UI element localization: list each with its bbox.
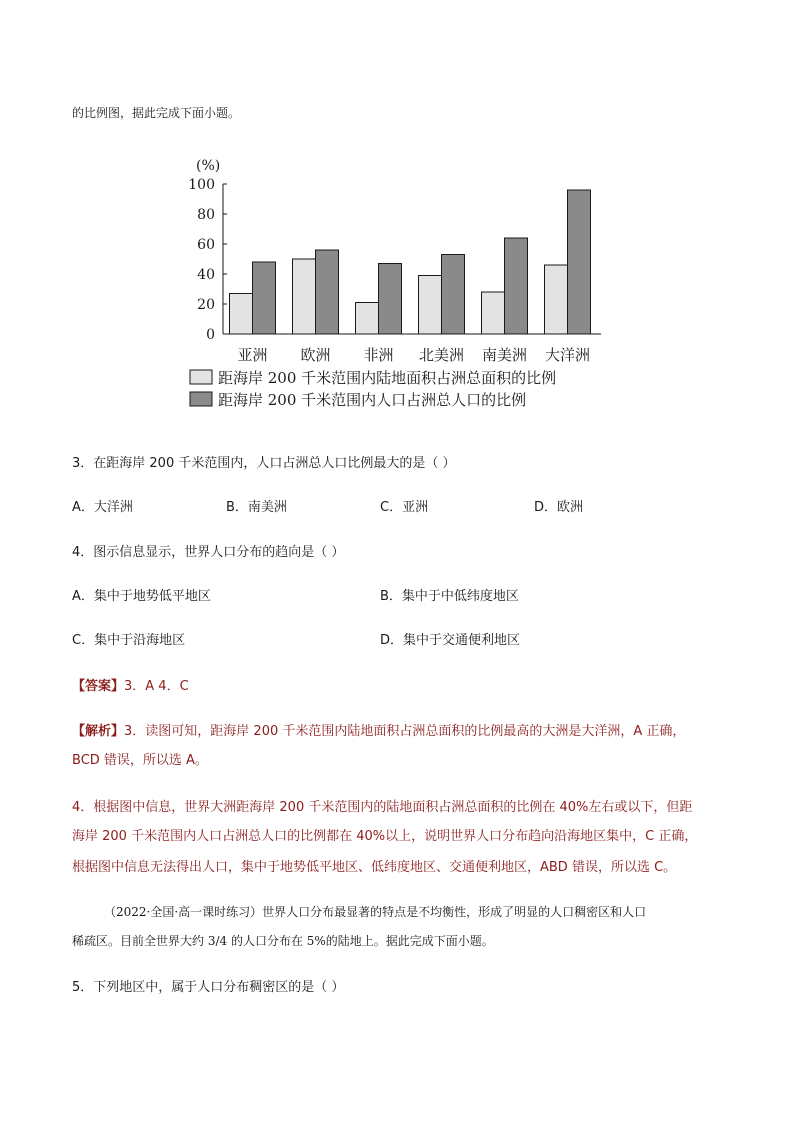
x-tick-label: 欧洲 xyxy=(300,346,331,364)
coastal-population-chart xyxy=(180,152,630,417)
analysis-line-1 xyxy=(72,720,685,739)
bar-population-3 xyxy=(442,255,465,335)
bar-population-1 xyxy=(316,250,339,334)
y-tick-label: 100 xyxy=(188,177,215,193)
answer-tag: 【答案】 xyxy=(72,679,125,694)
x-tick-label: 北美洲 xyxy=(418,346,465,364)
y-tick-label: 60 xyxy=(197,237,215,253)
y-tick-label: 0 xyxy=(206,327,215,343)
q4-option-a[interactable]: A．集中于地势低平地区 xyxy=(72,589,211,604)
x-tick-label: 亚洲 xyxy=(237,346,268,364)
y-tick-label: 80 xyxy=(197,207,215,223)
answer-text: 3．A 4．C xyxy=(124,679,189,694)
answer-line xyxy=(72,675,189,694)
legend xyxy=(190,369,556,409)
q3-option-a[interactable]: A．大洋洲 xyxy=(72,500,133,515)
bar-land-area-2 xyxy=(356,303,379,335)
passage-line-1: （2022·全国·高一课时练习）世界人口分布最显著的特点是不均衡性，形成了明显的人口稠密区和人口 xyxy=(104,905,647,919)
bar-population-2 xyxy=(379,264,402,335)
x-tick-label: 大洋洲 xyxy=(544,346,591,364)
analysis-line-2: BCD 错误，所以选 A。 xyxy=(72,753,208,768)
question-5-stem: 5．下列地区中，属于人口分布稠密区的是（ ） xyxy=(72,980,345,995)
x-tick-label: 非洲 xyxy=(363,346,394,364)
bar-land-area-0 xyxy=(230,294,253,335)
question-4-stem: 4．图示信息显示，世界人口分布的趋向是（ ） xyxy=(72,545,345,560)
analysis-line-3: 4．根据图中信息，世界大洲距海岸 200 千米范围内的陆地面积占洲总面积的比例在 40%左右或以下，但距 xyxy=(72,800,693,815)
bar-land-area-3 xyxy=(419,276,442,335)
question-3-stem: 3．在距海岸 200 千米范围内，人口占洲总人口比例最大的是（ ） xyxy=(72,456,456,471)
q3-option-d[interactable]: D．欧洲 xyxy=(534,500,584,515)
x-tick-label: 南美洲 xyxy=(481,346,528,364)
q4-option-c[interactable]: C．集中于沿海地区 xyxy=(72,633,186,648)
y-tick-label: 40 xyxy=(197,267,215,283)
legend-label-1: 距海岸 200 千米范围内人口占洲总人口的比例 xyxy=(218,391,527,409)
q3-option-b[interactable]: B．南美洲 xyxy=(226,500,287,515)
bar-land-area-5 xyxy=(545,265,568,334)
bar-marks xyxy=(230,190,591,334)
bar-population-5 xyxy=(568,190,591,334)
bar-land-area-4 xyxy=(482,292,505,334)
bar-population-0 xyxy=(253,262,276,334)
legend-label-0: 距海岸 200 千米范围内陆地面积占洲总面积的比例 xyxy=(218,369,557,387)
intro-text: 的比例图，据此完成下面小题。 xyxy=(72,106,241,120)
analysis-line-5: 根据图中信息无法得出人口，集中于地势低平地区、低纬度地区、交通便利地区，ABD 错误，所以选 C。 xyxy=(72,860,677,875)
x-axis-labels xyxy=(237,346,590,364)
q4-option-b[interactable]: B．集中于中低纬度地区 xyxy=(380,589,519,604)
bar-land-area-1 xyxy=(293,259,316,334)
analysis-text-1: 3．读图可知，距海岸 200 千米范围内陆地面积占洲总面积的比例最高的大洲是大洋洲，A 正确， xyxy=(124,724,686,739)
y-unit-label: (%) xyxy=(196,158,221,174)
analysis-tag: 【解析】 xyxy=(72,724,125,739)
q4-option-d[interactable]: D．集中于交通便利地区 xyxy=(380,633,521,648)
y-tick-label: 20 xyxy=(197,297,215,313)
legend-swatch-1 xyxy=(190,392,212,406)
q3-option-c[interactable]: C．亚洲 xyxy=(380,500,429,515)
legend-swatch-0 xyxy=(190,370,212,384)
analysis-line-4: 海岸 200 千米范围内人口占洲总人口的比例都在 40%以上，说明世界人口分布趋向沿海地区集中，C 正确， xyxy=(72,829,698,844)
bar-population-4 xyxy=(505,238,528,334)
passage-line-2: 稀疏区。目前全世界大约 3/4 的人口分布在 5%的陆地上。据此完成下面小题。 xyxy=(72,934,494,948)
